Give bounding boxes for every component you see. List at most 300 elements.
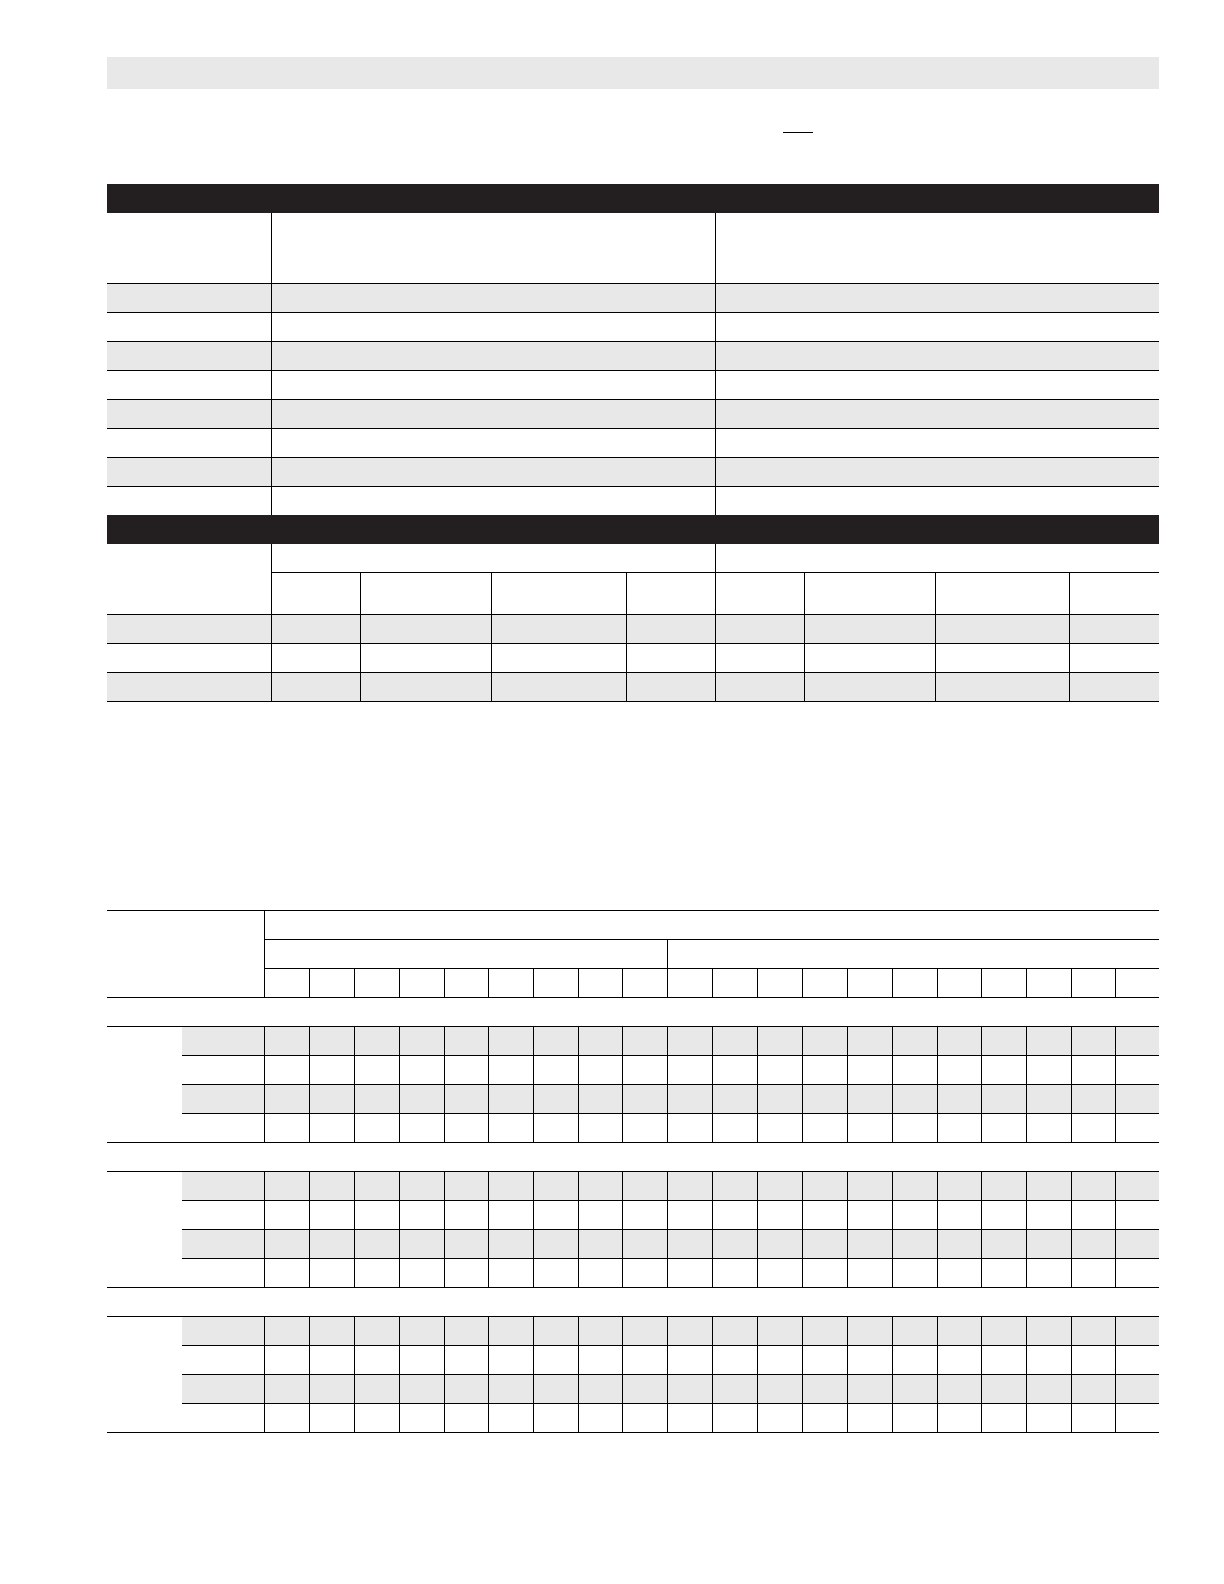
table-cell [667,1230,712,1259]
table-cell [712,1085,757,1114]
table-header-cell [937,969,981,998]
table-cell [892,1172,937,1201]
table-row [107,673,1159,702]
table-row [107,615,1159,644]
table-cell [107,342,271,371]
table-cell [802,1259,847,1288]
table-cell [578,1346,622,1375]
table-row-label-cell [182,1375,264,1404]
table-cell [491,644,626,673]
table-cell [309,1172,354,1201]
table-cell [1071,1259,1115,1288]
table-row [107,371,1159,400]
table-cell [491,615,626,644]
table-cell [354,1346,399,1375]
table-cell [491,673,626,702]
table-group-label-cell [107,1027,182,1143]
table-header-cell [981,969,1026,998]
table-cell [264,1085,309,1114]
table-cell [399,1346,444,1375]
table-cell [399,1404,444,1433]
table-cell [847,1346,892,1375]
table-header-cell [533,969,578,998]
table-cell [107,673,271,702]
table-cell [444,1201,488,1230]
table-row [107,1056,1159,1085]
table-cell [847,1114,892,1143]
table-cell [712,1404,757,1433]
table-cell [107,487,271,516]
table-header-cell [802,969,847,998]
table-row [107,1085,1159,1114]
table-cell [802,1172,847,1201]
table-cell [264,1230,309,1259]
table-header-cell [757,969,802,998]
spec-table-2 [107,515,1159,702]
table-cell [937,1404,981,1433]
table-cell [444,1172,488,1201]
table-cell [533,1027,578,1056]
table-cell [271,615,360,644]
table-cell [309,1201,354,1230]
table-cell [981,1114,1026,1143]
table-cell [271,400,715,429]
table-cell [757,1259,802,1288]
table-corner-cell [107,911,264,998]
table-row-label-cell [182,1404,264,1433]
table-cell [533,1404,578,1433]
table-subheader-row [107,213,1159,284]
table-cell [937,1346,981,1375]
table-cell [533,1085,578,1114]
table-row-label-cell [182,1027,264,1056]
table-cell [981,1346,1026,1375]
table-cell [715,313,1159,342]
table-cell [667,1056,712,1085]
table-cell [533,1259,578,1288]
table-cell [399,1056,444,1085]
table-row [107,458,1159,487]
table-cell [444,1259,488,1288]
table-header-cell [264,911,1159,940]
table-cell [847,1085,892,1114]
table-cell [757,1404,802,1433]
table-header-cell [309,969,354,998]
table-header-cell [578,969,622,998]
table-cell [892,1027,937,1056]
table-cell [264,1114,309,1143]
table-cell [712,1230,757,1259]
table-cell [107,429,271,458]
table-cell [488,1346,533,1375]
table-cell [264,1346,309,1375]
table-header-cell [488,969,533,998]
table-cell [578,1056,622,1085]
table-cell [533,1317,578,1346]
table-cell [444,1056,488,1085]
table-cell [847,1201,892,1230]
table-cell [107,313,271,342]
table-cell [1115,1114,1159,1143]
blank-field-underline [783,132,813,133]
table-cell [667,1027,712,1056]
table-header-cell [444,969,488,998]
table-cell [712,1056,757,1085]
table-cell [622,1172,667,1201]
table-cell [533,1375,578,1404]
table-cell [1026,1346,1071,1375]
table-header-cell [1115,969,1159,998]
table-cell [264,1172,309,1201]
table-section-row [107,1143,1159,1172]
table-cell [981,1056,1026,1085]
table-cell [622,1346,667,1375]
table-cell [715,487,1159,516]
table-cell [802,1085,847,1114]
table-cell [107,371,271,400]
table-cell [1115,1172,1159,1201]
table-cell [847,1230,892,1259]
table-cell [1026,1201,1071,1230]
table-cell [802,1114,847,1143]
table-column-header-row [107,969,1159,998]
table-cell [757,1172,802,1201]
table-section-row [107,1288,1159,1317]
table-cell [107,400,271,429]
table-cell [264,1404,309,1433]
table-cell [802,1375,847,1404]
table-cell [271,313,715,342]
table-cell [578,1201,622,1230]
table-cell [622,1114,667,1143]
spec-table-1 [107,184,1159,516]
table-cell [309,1346,354,1375]
table-cell [847,1317,892,1346]
table-cell [533,1056,578,1085]
table-row [107,1404,1159,1433]
table-cell [271,429,715,458]
table-cell [712,1375,757,1404]
table-cell [399,1375,444,1404]
table-row [107,1317,1159,1346]
table-header-cell [622,969,667,998]
table-cell [804,644,935,673]
table-cell [309,1317,354,1346]
table-cell [847,1056,892,1085]
table-cell [622,1404,667,1433]
table-cell [1071,1375,1115,1404]
table-cell [354,1027,399,1056]
table-cell [667,1317,712,1346]
table-cell [1115,1056,1159,1085]
table-row-label-cell [182,1317,264,1346]
table-row [107,1114,1159,1143]
table-cell [937,1375,981,1404]
table-cell [1026,1230,1071,1259]
table-cell [667,1085,712,1114]
table-row-label-cell [182,1230,264,1259]
table-row-label-cell [182,1346,264,1375]
table-cell [264,1027,309,1056]
table-cell [802,1056,847,1085]
table-cell [802,1317,847,1346]
table-header-cell [1026,969,1071,998]
table-row-label-cell [182,1114,264,1143]
table-cell [107,644,271,673]
table-cell [309,1375,354,1404]
table-cell [488,1201,533,1230]
table-cell [892,1375,937,1404]
table-cell [757,1375,802,1404]
table-row [107,487,1159,516]
table-cell [981,1259,1026,1288]
table-header-cell [399,969,444,998]
table-cell [578,1085,622,1114]
table-row [107,1027,1159,1056]
table-cell [354,1259,399,1288]
table-cell [757,1201,802,1230]
table-section-cell [107,998,1159,1027]
table-cell [1071,1346,1115,1375]
table-cell [1026,1317,1071,1346]
table-cell [533,1230,578,1259]
table-cell [444,1085,488,1114]
table-cell [309,1085,354,1114]
table-cell [354,1404,399,1433]
table-cell [488,1317,533,1346]
table-cell [1071,1317,1115,1346]
table-cell [444,1346,488,1375]
table-cell [667,1375,712,1404]
table-cell [354,1375,399,1404]
table-cell [622,1317,667,1346]
table-row [107,1172,1159,1201]
table-section-cell [107,1288,1159,1317]
table-cell [488,1114,533,1143]
table-row [107,313,1159,342]
table-cell [626,673,715,702]
table-cell [937,1317,981,1346]
table-cell [1026,1375,1071,1404]
table-row [107,400,1159,429]
table-cell [667,1201,712,1230]
table-cell [847,1404,892,1433]
table-section-cell [107,1143,1159,1172]
table-cell [802,1404,847,1433]
table-row [107,1230,1159,1259]
table-cell [935,673,1069,702]
table-header-cell [354,969,399,998]
table-cell [622,1027,667,1056]
table-cell [488,1259,533,1288]
table-cell [892,1056,937,1085]
table-cell [981,1172,1026,1201]
table-cell [354,1172,399,1201]
table-cell [488,1172,533,1201]
table-cell [578,1317,622,1346]
table-cell [444,1230,488,1259]
table-cell [757,1346,802,1375]
table-cell [935,615,1069,644]
table-header-cell [892,969,937,998]
table-cell [488,1085,533,1114]
table-cell [309,1027,354,1056]
table-cell [892,1404,937,1433]
table-cell [488,1404,533,1433]
table-cell [981,1317,1026,1346]
table-header-cell [667,969,712,998]
table-cell [271,284,715,313]
table-cell [622,1056,667,1085]
table-cell [399,1201,444,1230]
table-cell [757,1317,802,1346]
table-cell [715,429,1159,458]
table-cell [578,1114,622,1143]
table-header-bar [107,515,1159,544]
table-cell [715,458,1159,487]
table-cell [757,1230,802,1259]
table-section-row [107,998,1159,1027]
table-cell [533,1201,578,1230]
table-cell [399,1085,444,1114]
table-row [107,429,1159,458]
table-cell [1115,1375,1159,1404]
table-cell [309,1404,354,1433]
table-cell [264,1317,309,1346]
table-cell [1026,1259,1071,1288]
table-cell [1071,1056,1115,1085]
table-cell [981,1375,1026,1404]
table-cell [107,284,271,313]
table-row [107,1201,1159,1230]
table-cell [622,1375,667,1404]
table-row [107,644,1159,673]
table-cell [712,1172,757,1201]
table-cell [804,673,935,702]
table-cell [399,1114,444,1143]
table-cell [802,1230,847,1259]
table-cell [892,1201,937,1230]
table-cell [712,1259,757,1288]
table-cell [1026,1085,1071,1114]
table-row-label-cell [182,1056,264,1085]
table-cell [847,1027,892,1056]
table-row [107,1375,1159,1404]
table-cell [488,1375,533,1404]
table-row [107,284,1159,313]
table-cell [1026,1114,1071,1143]
table-cell [937,1056,981,1085]
table-cell [622,1201,667,1230]
table-header-cell [1071,969,1115,998]
table-cell [578,1404,622,1433]
table-cell [1069,615,1159,644]
table-cell [444,1027,488,1056]
table-cell [533,1172,578,1201]
table-cell [399,1027,444,1056]
table-cell [712,1027,757,1056]
table-cell [622,1085,667,1114]
table-cell [667,1259,712,1288]
table-row [107,1259,1159,1288]
table-cell [847,1259,892,1288]
table-group-header-row [107,940,1159,969]
table-cell [444,1375,488,1404]
table-cell [981,1230,1026,1259]
table-cell [107,615,271,644]
table-cell [622,1259,667,1288]
table-cell [892,1085,937,1114]
table-cell [937,1114,981,1143]
table-cell [1115,1230,1159,1259]
table-row-label-cell [182,1201,264,1230]
table-cell [399,1230,444,1259]
spec-table-3 [107,910,1159,1433]
table-cell [937,1259,981,1288]
table-group-header-row [107,544,1159,573]
table-cell [937,1172,981,1201]
table-cell [892,1114,937,1143]
table-group-cell [667,940,1159,969]
table-cell [488,1027,533,1056]
table-cell [981,1201,1026,1230]
table-cell [399,1259,444,1288]
table-cell [488,1230,533,1259]
table-cell [892,1317,937,1346]
page-header-bar [107,57,1159,89]
table-cell [1115,1201,1159,1230]
table-cell [271,673,360,702]
table-cell [271,487,715,516]
table-cell [488,1056,533,1085]
table-cell [578,1259,622,1288]
table-cell [1115,1027,1159,1056]
table-cell [444,1404,488,1433]
table-cell [399,1317,444,1346]
table-cell [354,1114,399,1143]
table-cell [981,1404,1026,1433]
table-cell [360,644,491,673]
table-cell [1026,1404,1071,1433]
table-cell [715,644,804,673]
table-cell [712,1317,757,1346]
table-cell [1115,1317,1159,1346]
table-cell [757,1027,802,1056]
table-cell [715,615,804,644]
table-cell [757,1085,802,1114]
table-cell [1071,1230,1115,1259]
table-cell [626,644,715,673]
table-cell [264,1056,309,1085]
table-cell [360,673,491,702]
table-cell [533,1346,578,1375]
table-cell [264,1259,309,1288]
table-cell [1071,1404,1115,1433]
table-cell [578,1375,622,1404]
table-cell [1071,1114,1115,1143]
table-cell [271,371,715,400]
table-row [107,1346,1159,1375]
table-cell [937,1027,981,1056]
table-cell [802,1346,847,1375]
table-cell [1026,1056,1071,1085]
table-cell [578,1172,622,1201]
table-cell [937,1230,981,1259]
table-cell [847,1375,892,1404]
table-header-cell [712,969,757,998]
table-cell [354,1230,399,1259]
table-cell [667,1172,712,1201]
